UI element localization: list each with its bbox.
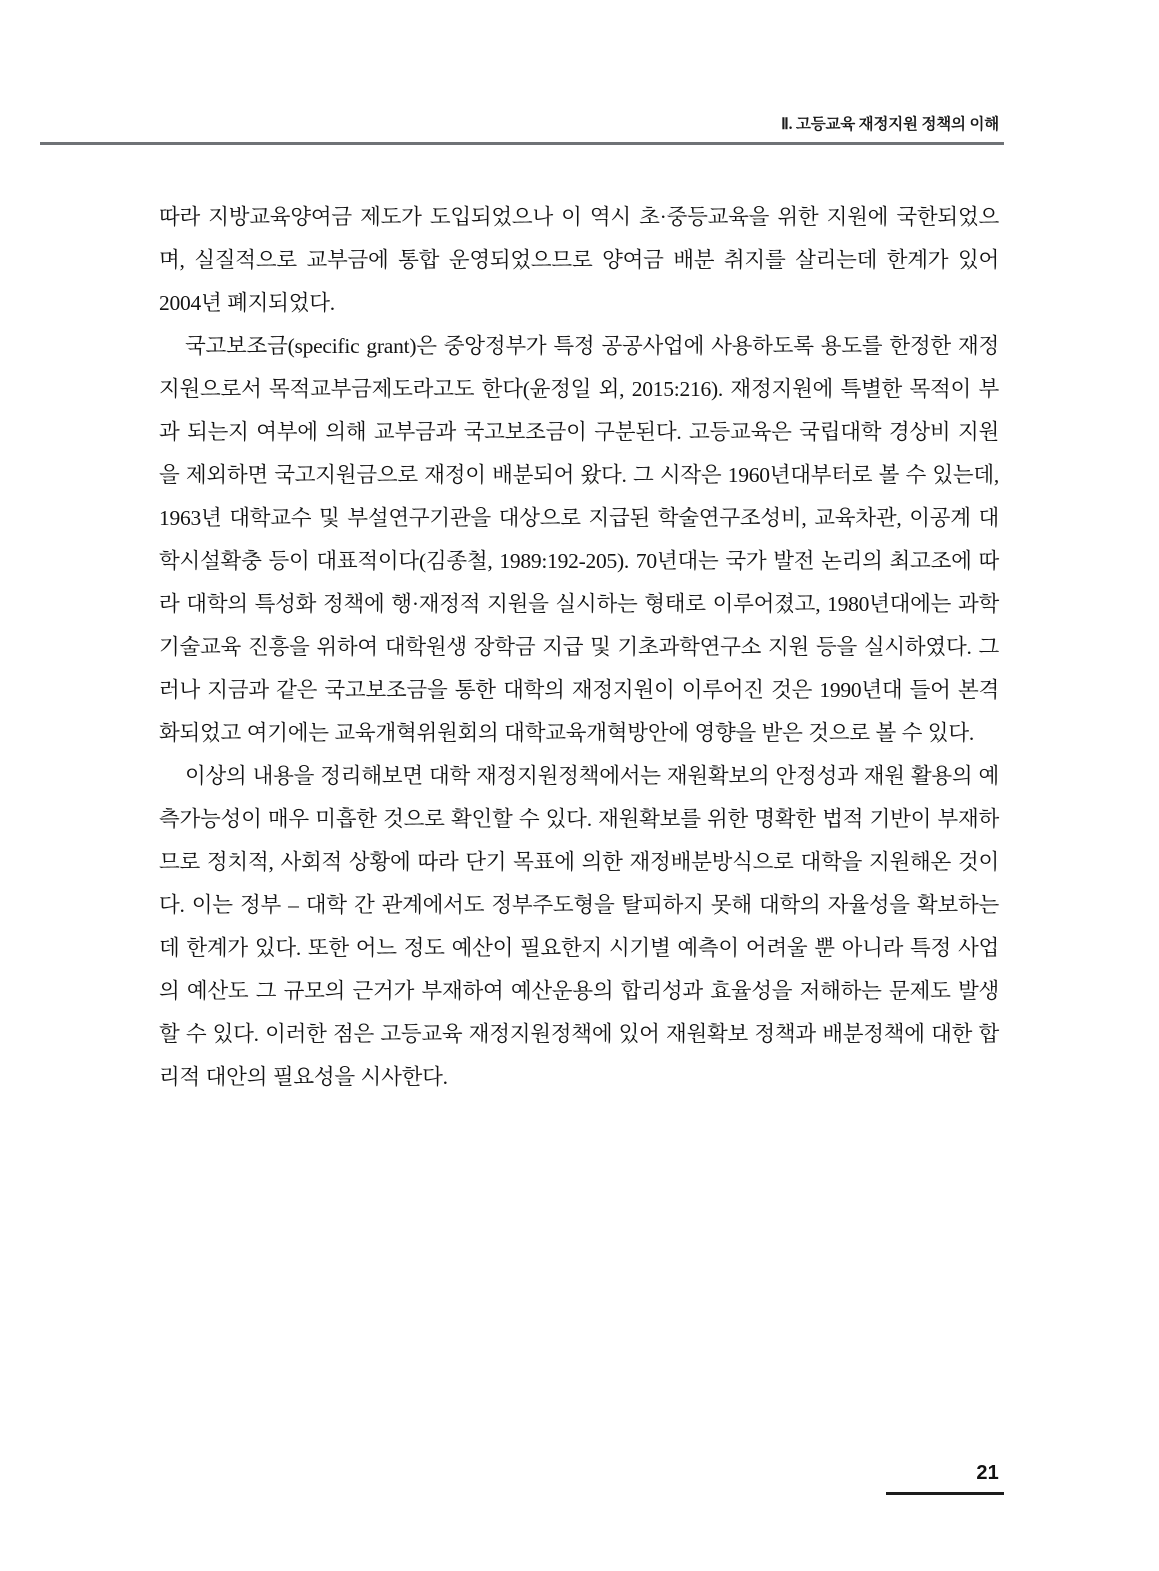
paragraph: 이상의 내용을 정리해보면 대학 재정지원정책에서는 재원확보의 안정성과 재원 활용의 예측가능성이 매우 미흡한 것으로 확인할 수 있다. 재원확보를 위한 명확한 법적 기반이 부재하므로 정치적, 사회적 상황에 따라 단기 목표에 의한 재정배분방식으로 대학을 지원해온 것이다. 이는 정부 – 대학 간 관계에서도 정부주도형을 탈피하지 못해 대학의 자율성을 확보하는데 한계가 있다. 또한 어느 정도 예산이 필요한지 시기별 예측이 어려울 뿐 아니라 특정 사업의 예산도 그 규모의 근거가 부재하여 예산운용의 합리성과 효율성을 저해하는 문제도 발생 할 수 있다. 이러한 점은 고등교육 재정지원정책에 있어 재원확보 정책과 배분정책에 대한 합리적 대안의 필요성을 시사한다.: [159, 764, 999, 1089]
page-number: 21: [976, 1462, 999, 1484]
page-header: [160, 112, 999, 146]
paragraph: 따라 지방교육양여금 제도가 도입되었으나 이 역시 초·중등교육을 위한 지원에 국한되었으며, 실질적으로 교부금에 통합 운영되었으므로 양여금 배분 취지를 살리는데 한계가 있어 2004년 폐지되었다.: [159, 205, 999, 315]
paragraph: 국고보조금(specific grant)은 중앙정부가 특정 공공사업에 사용하도록 용도를 한정한 재정지원으로서 목적교부금제도라고도 한다(윤정일 외, 2015:216). 재정지원에 특별한 목적이 부과 되는지 여부에 의해 교부금과 국고보조금이 구분된다. 고등교육은 국립대학 경상비 지원을 제외하면 국고지원금으로 재정이 배분되어 왔다. 그 시작은 1960년대부터로 볼 수 있는데, 1963년 대학교수 및 부설연구기관을 대상으로 지급된 학술연구조성비, 교육차관, 이공계 대학시설확충 등이 대표적이다(김종철, 1989:192-205). 70년대는 국가 발전 논리의 최고조에 따라 대학의 특성화 정책에 행·재정적 지원을 실시하는 형태로 이루어졌고, 1980년대에는 과학기술교육 진흥을 위하여 대학원생 장학금 지급 및 기초과학연구소 지원 등을 실시하였다. 그러나 지금과 같은 국고보조금을 통한 대학의 재정지원이 이루어진 것은 1990년대 들어 본격화되었고 여기에는 교육개혁위원회의 대학교육개혁방안에 영향을 받은 것으로 볼 수 있다.: [159, 334, 999, 745]
body-text: [159, 196, 999, 1099]
page-footer: [160, 1459, 999, 1499]
footer-divider: [886, 1492, 1004, 1496]
header-divider: [40, 142, 1004, 145]
running-head-title: Ⅱ. 고등교육 재정지원 정책의 이해: [781, 116, 999, 133]
